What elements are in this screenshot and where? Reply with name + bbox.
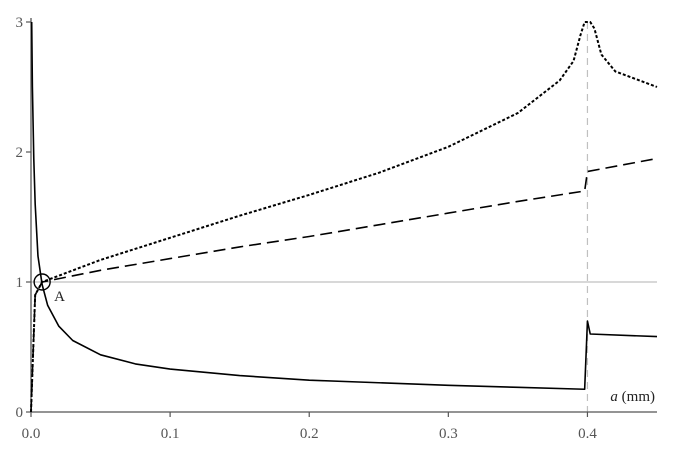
x-axis-label-unit: (mm): [617, 389, 655, 405]
y-tick-label: 0: [15, 405, 23, 421]
y-tick-label: 3: [15, 15, 23, 31]
x-axis-label-variable: a: [610, 389, 618, 405]
y-tick-label: 1: [15, 275, 23, 291]
x-tick-label: 0.4: [578, 426, 597, 442]
annotation-label: A: [54, 289, 65, 305]
reference-lines: [31, 22, 657, 412]
x-axis-label: [610, 389, 655, 405]
tick-labels: [16, 15, 598, 442]
series-line-dashed: [31, 159, 657, 413]
x-tick-label: 0.2: [299, 426, 319, 442]
x-tick-label: 0.0: [21, 426, 41, 442]
x-tick-label: 0.1: [160, 426, 180, 442]
x-tick-label: 0.3: [438, 426, 458, 442]
axes: [26, 18, 657, 417]
y-tick-label: 2: [15, 145, 23, 161]
series-line-dotted: [31, 22, 657, 412]
series-lines: [31, 22, 657, 412]
